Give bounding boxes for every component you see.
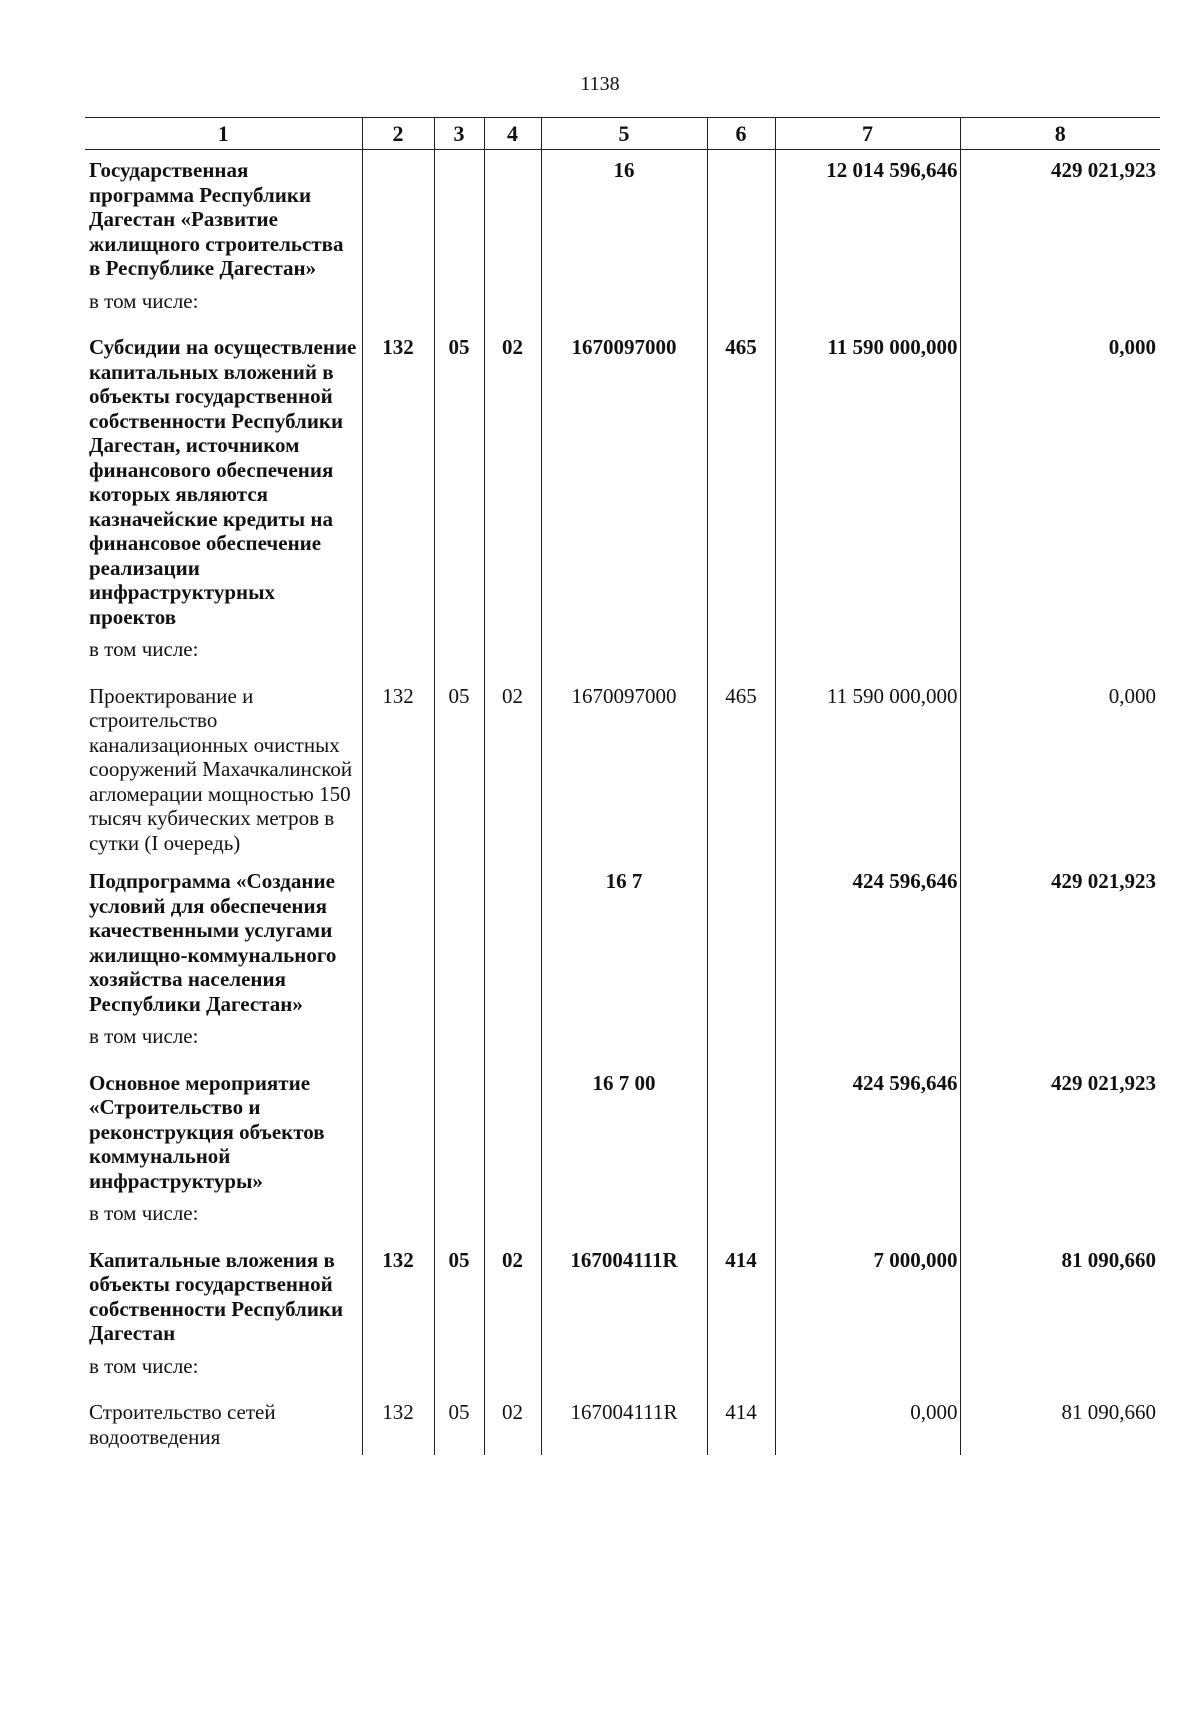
page-number: 1138	[580, 73, 620, 95]
row-col2: 132	[362, 1240, 434, 1352]
row-col5: 1670097000	[541, 327, 707, 635]
row-name: Капитальные вложения в объекты государственной собственности Республики Дагестан	[85, 1240, 362, 1352]
row-col8: 0,000	[960, 676, 1160, 862]
row-col5: 16 7 00	[541, 1063, 707, 1200]
row-col8: 0,000	[960, 327, 1160, 635]
row-col3: 05	[434, 676, 484, 862]
row-col2	[362, 1063, 434, 1200]
row-col4	[484, 1063, 541, 1200]
row-name: Основное мероприятие «Строительство и реконструкция объектов коммунальной инфраструктуры»	[85, 1063, 362, 1200]
row-name: в том числе:	[85, 1022, 362, 1063]
row-col3	[434, 150, 484, 287]
table-row-sewer-network	[85, 1392, 1160, 1455]
row-col7: 424 596,646	[775, 1063, 960, 1200]
row-name: Подпрограмма «Создание условий для обеспечения качественными услугами жилищно-коммунального хозяйства населения Республики Дагестан»	[85, 861, 362, 1022]
row-col3	[434, 1063, 484, 1200]
row-col7: 11 590 000,000	[775, 327, 960, 635]
header-col-3: 3	[434, 118, 484, 150]
row-col2	[362, 861, 434, 1022]
row-col7: 424 596,646	[775, 861, 960, 1022]
row-name: Субсидии на осуществление капитальных вложений в объекты государственной собственности Республики Дагестан, источником финансового обеспечения которых являются казначейские кредиты на финансовое обеспечение реализации инфраструктурных проектов	[85, 327, 362, 635]
row-col3: 05	[434, 1240, 484, 1352]
table-row-subprogram	[85, 861, 1160, 1022]
table-row-main-measure	[85, 1063, 1160, 1200]
row-col6	[707, 150, 775, 287]
row-col8: 429 021,923	[960, 861, 1160, 1022]
row-col4	[484, 861, 541, 1022]
row-col2: 132	[362, 1392, 434, 1455]
header-col-4: 4	[484, 118, 541, 150]
row-col7: 12 014 596,646	[775, 150, 960, 287]
row-col2	[362, 150, 434, 287]
row-col4: 02	[484, 327, 541, 635]
table-row-sewage-design	[85, 676, 1160, 862]
row-col6: 465	[707, 676, 775, 862]
table-row-subsidy	[85, 327, 1160, 635]
header-col-7: 7	[775, 118, 960, 150]
row-name: Государственная программа Республики Дагестан «Развитие жилищного строительства в Республике Дагестан»	[85, 150, 362, 287]
header-col-2: 2	[362, 118, 434, 150]
row-col4	[484, 150, 541, 287]
header-col-6: 6	[707, 118, 775, 150]
row-col7: 0,000	[775, 1392, 960, 1455]
table-row-including	[85, 1352, 1160, 1393]
row-col8: 429 021,923	[960, 1063, 1160, 1200]
row-col4: 02	[484, 676, 541, 862]
row-col4: 02	[484, 1392, 541, 1455]
table-header	[85, 118, 1160, 150]
row-col8: 81 090,660	[960, 1392, 1160, 1455]
row-col4: 02	[484, 1240, 541, 1352]
row-col6	[707, 1063, 775, 1200]
row-col5: 16 7	[541, 861, 707, 1022]
header-col-1: 1	[85, 118, 362, 150]
row-col5: 167004111R	[541, 1392, 707, 1455]
table-row-including	[85, 635, 1160, 676]
row-col5: 16	[541, 150, 707, 287]
row-col2: 132	[362, 676, 434, 862]
row-col6	[707, 861, 775, 1022]
budget-table-wrapper	[85, 117, 1160, 1455]
table-row-program	[85, 150, 1160, 287]
row-col3: 05	[434, 1392, 484, 1455]
budget-table	[85, 117, 1160, 1455]
row-name: в том числе:	[85, 1352, 362, 1393]
row-name: Проектирование и строительство канализационных очистных сооружений Махачкалинской агломерации мощностью 150 тысяч кубических метров в сутки (I очередь)	[85, 676, 362, 862]
table-row-including	[85, 1199, 1160, 1240]
row-col8: 81 090,660	[960, 1240, 1160, 1352]
header-col-5: 5	[541, 118, 707, 150]
row-col5: 167004111R	[541, 1240, 707, 1352]
row-col6: 414	[707, 1240, 775, 1352]
header-col-8: 8	[960, 118, 1160, 150]
row-col3: 05	[434, 327, 484, 635]
row-col7: 11 590 000,000	[775, 676, 960, 862]
row-col7: 7 000,000	[775, 1240, 960, 1352]
row-col8: 429 021,923	[960, 150, 1160, 287]
row-col6: 414	[707, 1392, 775, 1455]
row-name: в том числе:	[85, 1199, 362, 1240]
table-row-including	[85, 1022, 1160, 1063]
row-name: Строительство сетей водоотведения	[85, 1392, 362, 1455]
table-row-capital-investment	[85, 1240, 1160, 1352]
table-body	[85, 150, 1160, 1456]
row-col5: 1670097000	[541, 676, 707, 862]
header-row	[85, 118, 1160, 150]
row-col2: 132	[362, 327, 434, 635]
table-row-including	[85, 287, 1160, 328]
row-col3	[434, 861, 484, 1022]
row-col6: 465	[707, 327, 775, 635]
row-name: в том числе:	[85, 635, 362, 676]
row-name: в том числе:	[85, 287, 362, 328]
